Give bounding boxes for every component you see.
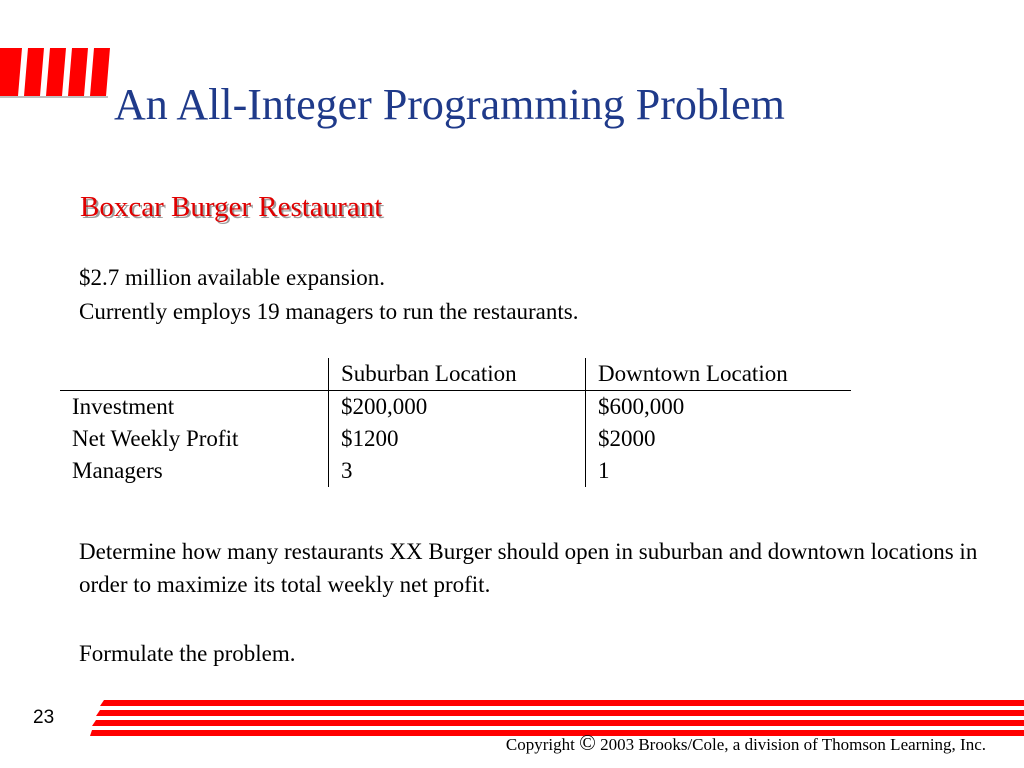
table-row xyxy=(60,391,851,424)
table-cell: $600,000 xyxy=(586,391,852,424)
copyright-notice xyxy=(506,732,986,756)
table-cell: 1 xyxy=(586,455,852,487)
table-header-row xyxy=(60,358,851,391)
table-header-cell xyxy=(60,358,329,391)
body-line-expansion: $2.7 million available expansion. xyxy=(79,265,385,290)
table-cell: $2000 xyxy=(586,423,852,455)
copyright-suffix: 2003 Brooks/Cole, a division of Thomson Learning, Inc. xyxy=(595,735,986,754)
table-cell: 3 xyxy=(329,455,586,487)
table-cell: Net Weekly Profit xyxy=(72,426,239,451)
page-number: 23 xyxy=(33,707,55,728)
slide-subtitle: Boxcar Burger Restaurant xyxy=(80,191,383,223)
table-cell: Investment xyxy=(72,394,175,419)
table-header-cell: Downtown Location xyxy=(586,358,852,391)
table-cell: $200,000 xyxy=(329,391,586,424)
red-bars-logo-icon xyxy=(0,44,112,100)
location-comparison-table xyxy=(60,358,851,487)
table-row xyxy=(60,455,851,487)
problem-paragraph: Determine how many restaurants XX Burger should open in suburban and downtown locations in order to maximize its total weekly net profit. xyxy=(79,539,978,597)
instruction-text: Formulate the problem. xyxy=(79,641,296,666)
table-header-cell: Suburban Location xyxy=(329,358,586,391)
slide-title: An All-Integer Programming Problem xyxy=(114,80,785,129)
table-cell: Managers xyxy=(72,458,163,483)
body-line-managers: Currently employs 19 managers to run the restaurants. xyxy=(79,299,579,324)
copyright-prefix: Copyright xyxy=(505,735,580,754)
copyright-symbol: © xyxy=(579,730,596,755)
table-row xyxy=(60,423,851,455)
table-cell: $1200 xyxy=(329,423,586,455)
